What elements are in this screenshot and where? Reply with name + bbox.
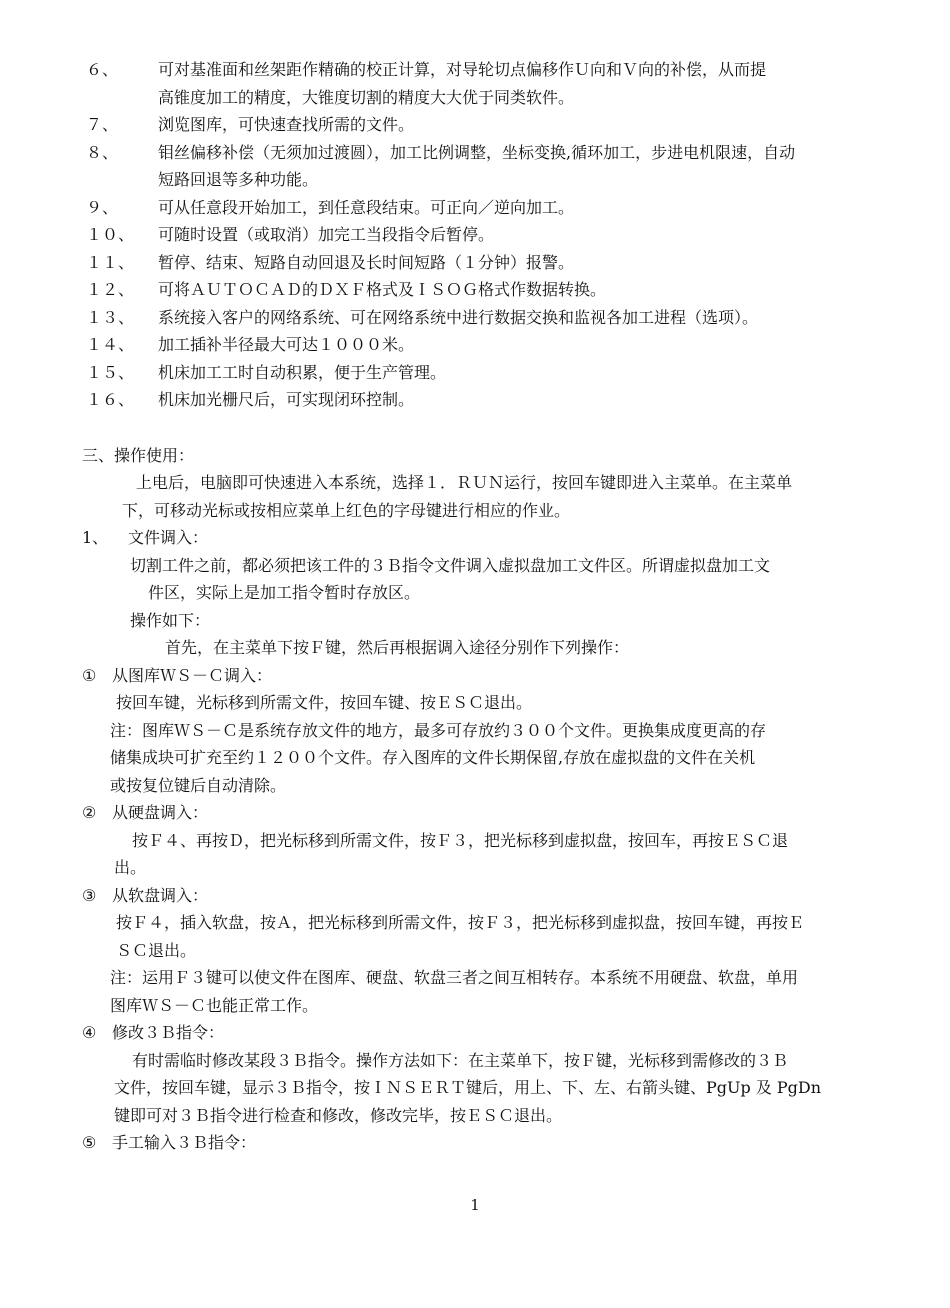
step-title: 从图库ＷＳ－Ｃ调入：	[112, 665, 273, 685]
item-text: 可随时设置（或取消）加完工当段指令后暂停。	[158, 225, 495, 244]
list-item	[82, 331, 882, 359]
item-text: 暂停、结束、短路自动回退及长时间短路（１分钟）报警。	[158, 252, 575, 272]
step-item	[82, 882, 882, 910]
item-text: 机床加工工时自动积累，便于生产管理。	[158, 362, 447, 382]
step-body: 键即可对３Ｂ指令进行检查和修改，修改完毕，按ＥＳＣ退出。	[114, 1105, 563, 1125]
list-item	[82, 304, 882, 332]
step-body: 按回车键，光标移到所需文件，按回车键、按ＥＳＣ退出。	[116, 693, 533, 712]
step-marker: ③	[82, 885, 97, 905]
step-marker: ④	[82, 1023, 97, 1042]
step-body: ＳＣ退出。	[116, 940, 197, 960]
step-title: 从硬盘调入：	[112, 803, 209, 822]
step-note: 注：运用Ｆ３键可以使文件在图库、硬盘、软盘三者之间互相转存。本系统不用硬盘、软盘，单用	[110, 968, 799, 987]
subsection-number: 1、	[82, 528, 109, 547]
item-number: １０、	[86, 225, 135, 244]
item-number: １４、	[86, 335, 135, 354]
list-item	[82, 276, 882, 304]
item-text: 可将ＡＵＴＯＣＡＤ的ＤＸＦ格式及ＩＳＯＧ格式作数据转换。	[158, 280, 607, 299]
item-number: ８、	[86, 142, 119, 162]
operation-first: 首先，在主菜单下按Ｆ键，然后再根据调入途径分别作下列操作：	[165, 638, 630, 657]
list-item	[82, 139, 882, 194]
subsection-paragraph: 切割工件之前，都必须把该工件的３Ｂ指令文件调入虚拟盘加工文件区。所谓虚拟盘加工文	[130, 555, 771, 575]
item-number: １２、	[86, 280, 135, 299]
item-text: 机床加光栅尺后，可实现闭环控制。	[158, 390, 415, 409]
item-number: １６、	[86, 390, 135, 409]
step-item	[82, 1129, 882, 1157]
list-item	[82, 194, 882, 222]
item-number: ７、	[86, 115, 119, 134]
step-note: 或按复位键后自动清除。	[110, 775, 287, 795]
operation-label: 操作如下：	[130, 610, 211, 630]
item-number: １５、	[86, 362, 135, 382]
item-text: 可对基准面和丝架距作精确的校正计算，对导轮切点偏移作Ｕ向和Ｖ向的补偿，从而提	[158, 60, 767, 79]
section-intro-line: 上电后，电脑即可快速进入本系统，选择１．ＲＵＮ运行，按回车键即进入主菜单。在主菜单	[136, 473, 793, 492]
subsection-paragraph: 件区，实际上是加工指令暂时存放区。	[148, 583, 421, 602]
item-number: ６、	[86, 60, 119, 79]
item-text: 加工插补半径最大可达１０００米。	[158, 335, 415, 354]
step-note: 储集成块可扩充至约１２００个文件。存入图库的文件长期保留,存放在虚拟盘的文件在关机	[110, 748, 756, 767]
feature-list	[82, 56, 882, 414]
list-item	[82, 359, 882, 387]
item-text-continued: 高锥度加工的精度，大锥度切割的精度大大优于同类软件。	[158, 87, 575, 107]
step-title: 修改３Ｂ指令：	[112, 1023, 225, 1042]
item-text-continued: 短路回退等多种功能。	[158, 170, 319, 189]
item-text: 系统接入客户的网络系统、可在网络系统中进行数据交换和监视各加工进程（选项）。	[158, 307, 759, 327]
item-number: ９、	[86, 197, 119, 217]
step-body: 出。	[114, 858, 147, 877]
step-item	[82, 799, 882, 827]
operation-section	[82, 442, 882, 1157]
step-body: 按Ｆ４，插入软盘，按Ａ，把光标移到所需文件，按Ｆ３，把光标移到虚拟盘，按回车键，再按Ｅ	[116, 913, 805, 932]
step-marker: ②	[82, 803, 97, 822]
item-text: 可从任意段开始加工，到任意段结束。可正向／逆向加工。	[158, 197, 575, 217]
item-text: 浏览图库，可快速查找所需的文件。	[158, 115, 415, 134]
subsection-title: 文件调入：	[128, 528, 209, 547]
list-item	[82, 111, 882, 139]
list-item	[82, 386, 882, 414]
step-marker: ⑤	[82, 1133, 97, 1152]
list-item	[82, 56, 882, 111]
step-title: 从软盘调入：	[112, 885, 209, 905]
section-heading: 三、操作使用：	[82, 445, 195, 465]
step-marker: ①	[82, 665, 97, 685]
page-number: 1	[470, 1196, 480, 1214]
section-intro-line: 下，可移动光标或按相应菜单上红色的字母键进行相应的作业。	[122, 500, 571, 520]
step-body: 按Ｆ４、再按Ｄ，把光标移到所需文件，按Ｆ３，把光标移到虚拟盘，按回车，再按ＥＳＣ退	[132, 830, 789, 850]
list-item	[82, 249, 882, 277]
step-item	[82, 662, 882, 690]
step-note: 注：图库ＷＳ－Ｃ是系统存放文件的地方，最多可存放约３００个文件。更换集成度更高的存	[110, 720, 767, 740]
step-title: 手工输入３Ｂ指令：	[112, 1133, 257, 1152]
item-number: １１、	[86, 252, 135, 272]
item-text: 钼丝偏移补偿（无须加过渡圆），加工比例调整，坐标变换,循环加工，步进电机限速，自动	[158, 142, 796, 162]
step-note: 图库ＷＳ－Ｃ也能正常工作。	[110, 995, 319, 1015]
item-number: １３、	[86, 307, 135, 327]
list-item	[82, 221, 882, 249]
document-content	[82, 56, 882, 1157]
step-body: 有时需临时修改某段３Ｂ指令。操作方法如下：在主菜单下，按Ｆ键，光标移到需修改的３Ｂ	[132, 1050, 789, 1070]
subsection-file-load	[82, 524, 882, 552]
step-item	[82, 1019, 882, 1047]
step-body: 文件，按回车键，显示３Ｂ指令，按ＩＮＳＥＲＴ键后，用上、下、左、右箭头键、PgUp 及 PgDn	[114, 1078, 822, 1097]
